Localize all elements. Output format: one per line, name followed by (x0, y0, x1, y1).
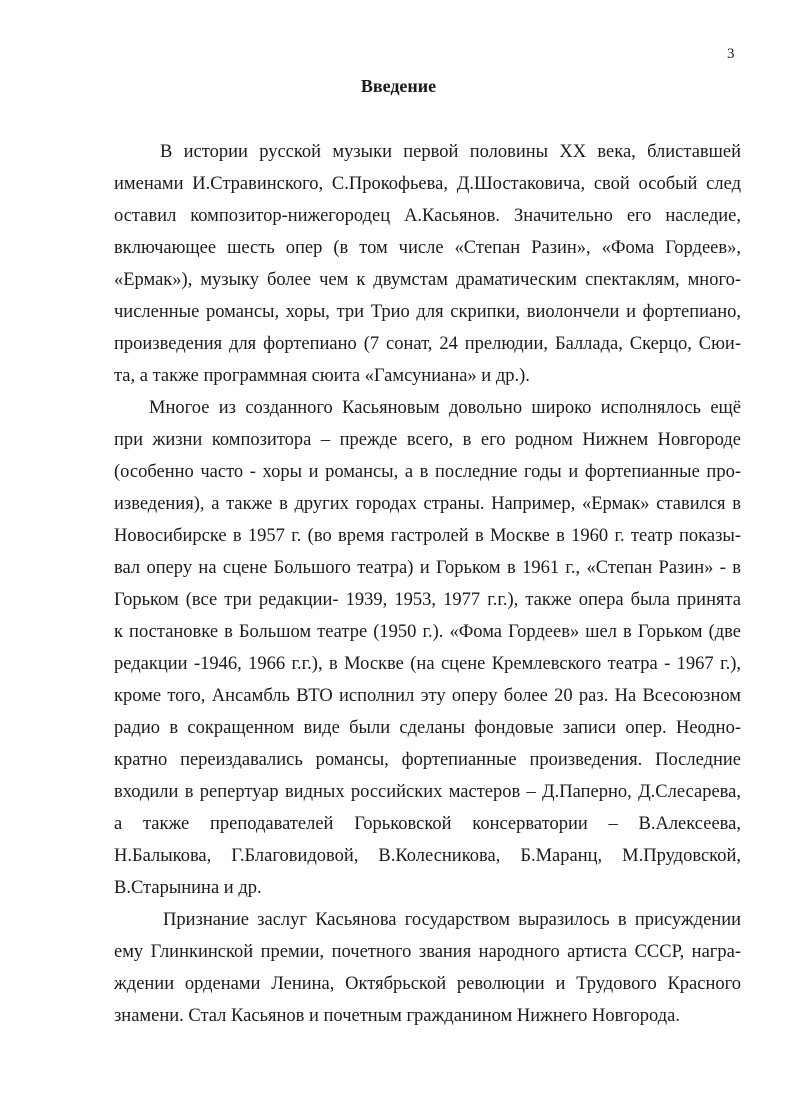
text-line: Новосибирске в 1957 г. (во время гастролей в Москве в 1960 г. театр показы- (114, 526, 741, 546)
text-line: (особенно часто - хоры и романсы, а в последние годы и фортепианные про- (114, 462, 741, 482)
text-line: именами И.Стравинского, С.Прокофьева, Д.Шостаковича, свой особый след (114, 174, 741, 194)
text-line: при жизни композитора – прежде всего, в его родном Нижнем Новгороде (114, 430, 741, 450)
text-line: «Ермак»), музыку более чем к двумстам драматическим спектаклям, много- (114, 270, 741, 290)
text-line: оставил композитор-нижегородец А.Касьянов. Значительно его наследие, (114, 206, 741, 226)
text-line: а также преподавателей Горьковской консерватории – В.Алексеева, (114, 814, 741, 834)
text-line: та, а также программная сюита «Гамсуниана» и др.). (114, 366, 530, 386)
text-line: Признание заслуг Касьянова государством выразилось в присуждении (163, 910, 741, 930)
text-line: редакции -1946, 1966 г.г.), в Москве (на сцене Кремлевского театра - 1967 г.), (114, 654, 741, 674)
text-line: В истории русской музыки первой половины XX века, блиставшей (160, 142, 741, 162)
text-line: Многое из созданного Касьяновым довольно широко исполнялось ещё (149, 398, 741, 418)
text-line: входили в репертуар видных российских мастеров – Д.Паперно, Д.Слесарева, (114, 782, 741, 802)
text-line: включающее шесть опер (в том числе «Степан Разин», «Фома Гордеев», (114, 238, 741, 258)
text-line: Н.Балыкова, Г.Благовидовой, В.Колесникова, Б.Маранц, М.Прудовской, (114, 846, 741, 866)
page-number: 3 (727, 46, 735, 62)
text-line: кроме того, Ансамбль ВТО исполнил эту оперу более 20 раз. На Всесоюзном (114, 686, 741, 706)
text-line: радио в сокращенном виде были сделаны фондовые записи опер. Неодно- (114, 718, 741, 738)
text-line: В.Старынина и др. (114, 878, 262, 898)
text-line: вал оперу на сцене Большого театра) и Горьком в 1961 г., «Степан Разин» - в (114, 558, 741, 578)
text-line: произведения для фортепиано (7 сонат, 24 прелюдии, Баллада, Скерцо, Сюи- (114, 334, 741, 354)
page-title: Введение (360, 76, 437, 96)
text-line: к постановке в Большом театре (1950 г.). «Фома Гордеев» шел в Горьком (две (114, 622, 741, 642)
text-line: изведения), а также в других городах страны. Например, «Ермак» ставился в (114, 494, 741, 514)
text-line: ждении орденами Ленина, Октябрьской революции и Трудового Красного (114, 974, 741, 994)
text-line: ему Глинкинской премии, почетного звания народного артиста СССР, награ- (114, 942, 741, 962)
text-line: численные романсы, хоры, три Трио для скрипки, виолончели и фортепиано, (114, 302, 741, 322)
text-line: кратно переиздавались романсы, фортепианные произведения. Последние (114, 750, 741, 770)
text-line: знамени. Стал Касьянов и почетным гражданином Нижнего Новгорода. (114, 1006, 680, 1026)
text-line: Горьком (все три редакции- 1939, 1953, 1977 г.г.), также опера была принята (114, 590, 741, 610)
